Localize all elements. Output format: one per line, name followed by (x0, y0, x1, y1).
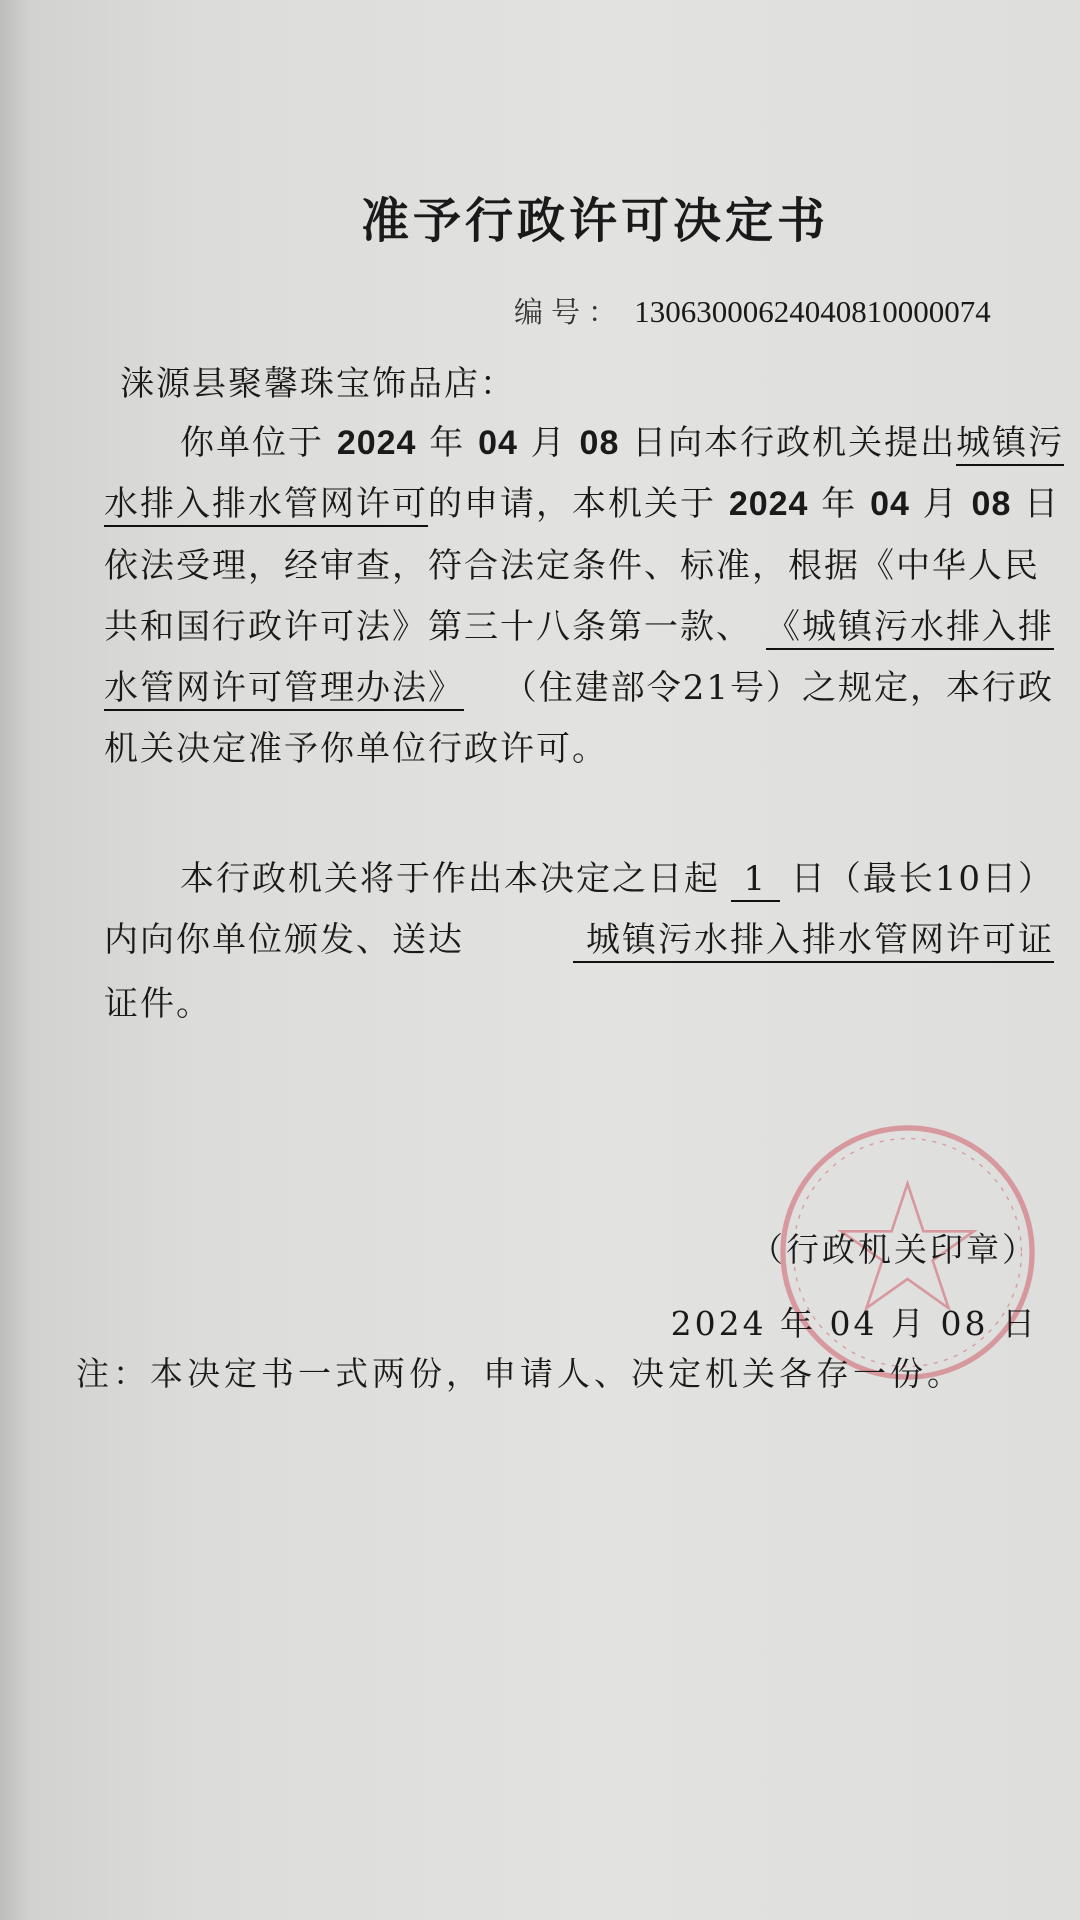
body-text: 内向你单位颁发、送达 (104, 920, 464, 960)
document-number-label: 编号： (514, 295, 626, 329)
body-text: 年 (416, 423, 479, 463)
para1-line (104, 543, 1054, 589)
body-text: 2024 (336, 424, 417, 462)
body-text: 你单位于 (180, 423, 337, 463)
para2-line (104, 981, 1054, 1027)
body-text: 2024 (728, 485, 809, 523)
addressee: 涞源县聚馨珠宝饰品店： (120, 364, 516, 404)
underlined-fill-in-text: 1 (731, 856, 780, 902)
para1-line (104, 604, 1054, 650)
seal-caption: （行政机关印章） (750, 1230, 1038, 1269)
body-text: 日（最长10日） (790, 859, 1054, 899)
underlined-fill-in-text: 《城镇污水排入排 (766, 604, 1054, 650)
underlined-fill-in-text: 水管网许可管理办法》 (104, 665, 464, 711)
document-title: 准予行政许可决定书 (360, 193, 829, 249)
body-text: 的申请，本机关于 (428, 484, 729, 524)
para1-line (104, 665, 1054, 711)
body-text: 08 (579, 424, 620, 462)
document-number (514, 290, 991, 331)
footnote: 注：本决定书一式两份，申请人、决定机关各存一份。 (76, 1354, 964, 1393)
body-text: 日 (1011, 484, 1061, 524)
body-text: 证件。 (104, 984, 212, 1024)
para1-line (104, 481, 1061, 527)
underlined-fill-in-text: 水排入排水管网许可 (104, 481, 428, 527)
body-text: 04 (478, 424, 518, 462)
body-text: 月 (909, 484, 972, 524)
para1-line (180, 420, 1065, 466)
underlined-fill-in-text: 城镇污 (956, 420, 1064, 466)
para2-line (104, 917, 1054, 963)
underlined-fill-in-text: 城镇污水排入排水管网许可证 (573, 917, 1054, 963)
body-text: 04 (870, 485, 910, 523)
document-number-value: 13063000624040810000074 (634, 294, 991, 329)
body-text: 本行政机关将于作出本决定之日起 (180, 859, 720, 899)
body-text: 08 (971, 485, 1012, 523)
para1-line (104, 726, 1054, 772)
signature-date: 2024 年 04 月 08 日 (670, 1304, 1038, 1343)
body-text: 机关决定准予你单位行政许可。 (104, 729, 608, 769)
body-text: 依法受理，经审查，符合法定条件、标准，根据《中华人民 (104, 546, 1040, 586)
body-text: 共和国行政许可法》第三十八条第一款、 (104, 607, 752, 647)
body-text: 日向本行政机关提出 (619, 423, 957, 463)
body-text: 年 (808, 484, 871, 524)
body-text: （住建部令21号）之规定，本行政 (502, 668, 1054, 708)
para2-line (180, 856, 1054, 902)
body-text: 月 (517, 423, 580, 463)
